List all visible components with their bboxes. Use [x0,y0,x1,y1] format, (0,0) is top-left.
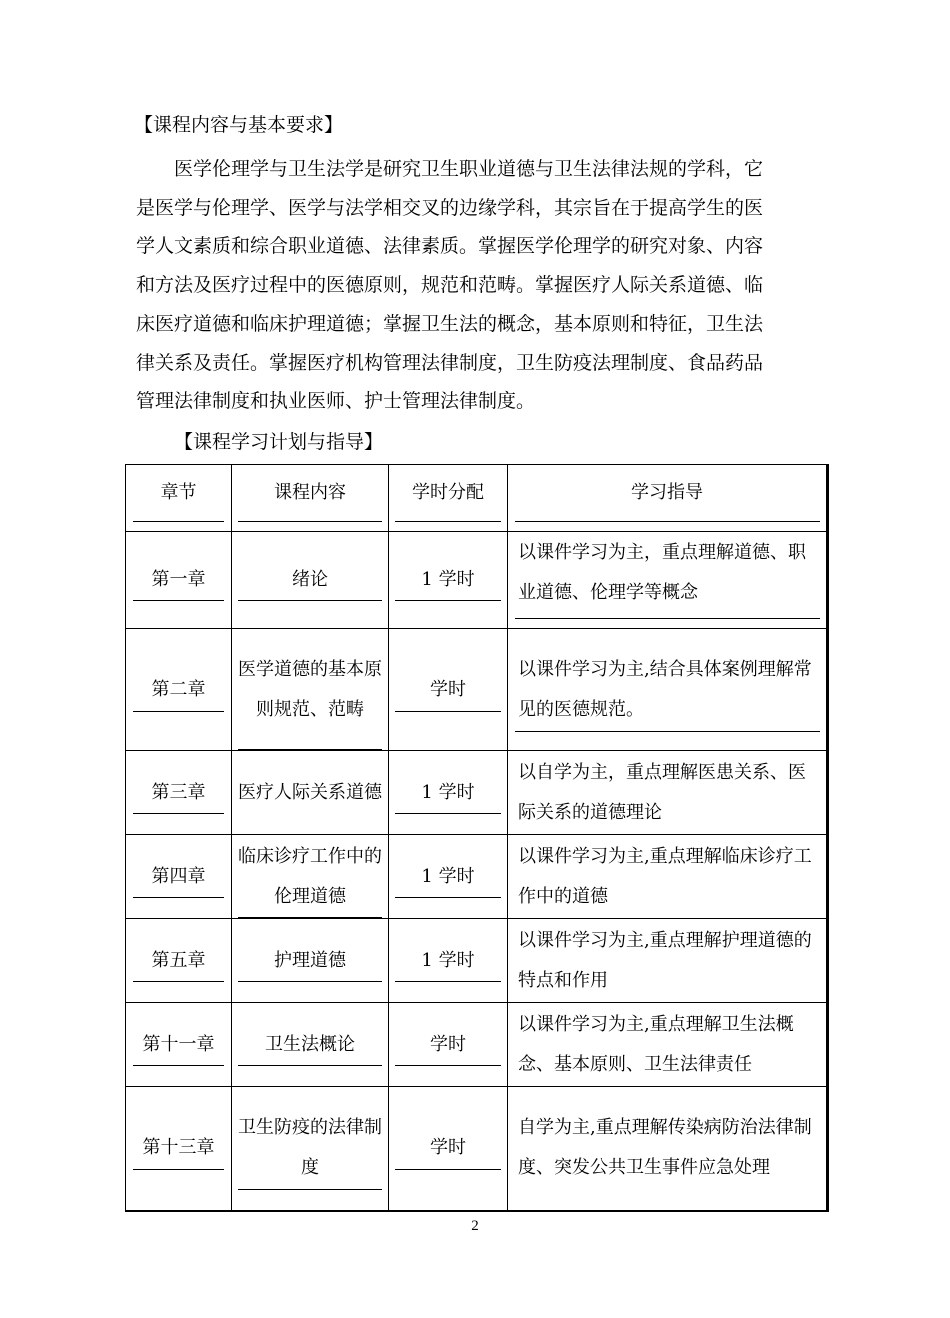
content-cell: 医疗人际关系道德 [232,751,389,835]
chapter-cell: 第四章 [126,835,232,919]
table-row [126,835,828,919]
plan-title: 【课程学习计划与指导】 [174,431,384,453]
chapter-cell: 第十三章 [126,1087,232,1211]
section-title: 【课程内容与基本要求】 [134,114,344,136]
guide-cell: 以课件学习为主,结合具体案例理解常见的医德规范。 [508,629,828,751]
content-cell: 绪论 [232,532,389,629]
content-cell: 护理道德 [232,919,389,1003]
header-chapter: 章节 [126,465,232,532]
intro-line: 律关系及责任。掌握医疗机构管理法律制度，卫生防疫法理制度、食品药品 [136,351,764,374]
chapter-cell: 第十一章 [126,1003,232,1087]
header-content: 课程内容 [232,465,389,532]
chapter-cell: 第五章 [126,919,232,1003]
guide-cell: 以自学为主，重点理解医患关系、医际关系的道德理论 [508,751,828,835]
guide-cell: 以课件学习为主,重点理解卫生法概念、基本原则、卫生法律责任 [508,1003,828,1087]
content-cell: 卫生法概论 [232,1003,389,1087]
chapter-cell: 第一章 [126,532,232,629]
hours-cell: 学时 [389,1003,508,1087]
header-guide: 学习指导 [508,465,828,532]
intro-line: 是医学与伦理学、医学与法学相交叉的边缘学科，其宗旨在于提高学生的医 [136,196,764,219]
intro-line: 学人文素质和综合职业道德、法律素质。掌握医学伦理学的研究对象、内容 [136,235,764,258]
page-number: 2 [471,1218,479,1234]
table-row [126,919,828,1003]
table-row [126,1003,828,1087]
intro-line: 管理法律制度和执业医师、护士管理法律制度。 [136,390,536,413]
table-row [126,751,828,835]
intro-line: 和方法及医疗过程中的医德原则，规范和范畴。掌握医疗人际关系道德、临 [136,274,764,297]
table-row [126,1087,828,1211]
table-header-row [126,465,828,532]
intro-line: 医学伦理学与卫生法学是研究卫生职业道德与卫生法律法规的学科，它 [174,158,764,180]
header-hours: 学时分配 [389,465,508,532]
hours-cell: 学时 [389,629,508,751]
hours-cell: 1 学时 [389,532,508,629]
study-plan-table [125,464,829,1212]
chapter-cell: 第三章 [126,751,232,835]
table-row [126,532,828,629]
content-cell: 临床诊疗工作中的伦理道德 [232,835,389,919]
content-cell: 卫生防疫的法律制度 [232,1087,389,1211]
chapter-cell: 第二章 [126,629,232,751]
guide-cell: 自学为主,重点理解传染病防治法律制度、突发公共卫生事件应急处理 [508,1087,828,1211]
intro-paragraph [136,150,818,421]
guide-cell: 以课件学习为主，重点理解道德、职业道德、伦理学等概念 [508,532,828,629]
table-row [126,629,828,751]
content-cell: 医学道德的基本原则规范、范畴 [232,629,389,751]
hours-cell: 1 学时 [389,919,508,1003]
hours-cell: 1 学时 [389,751,508,835]
guide-cell: 以课件学习为主,重点理解护理道德的特点和作用 [508,919,828,1003]
hours-cell: 1 学时 [389,835,508,919]
hours-cell: 学时 [389,1087,508,1211]
guide-cell: 以课件学习为主,重点理解临床诊疗工作中的道德 [508,835,828,919]
intro-line: 床医疗道德和临床护理道德；掌握卫生法的概念，基本原则和特征，卫生法 [136,312,764,335]
